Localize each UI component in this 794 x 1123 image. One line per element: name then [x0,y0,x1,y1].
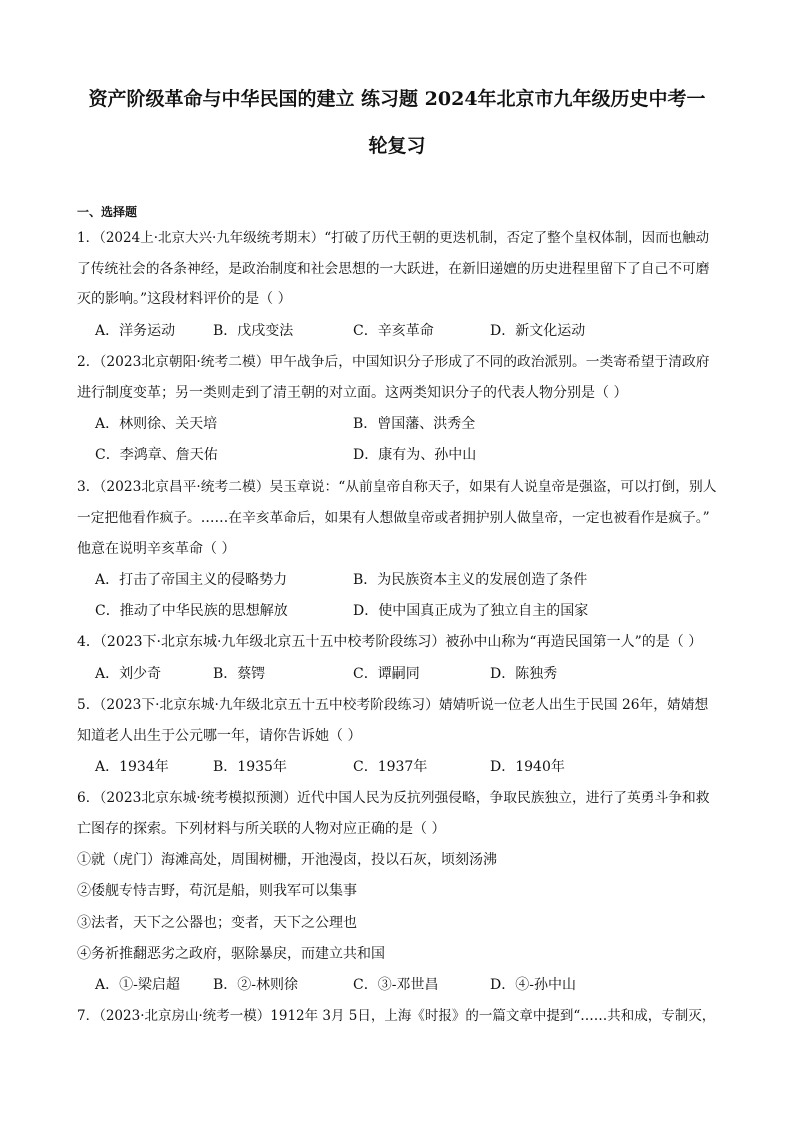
question-2-option-c[interactable]: C．李鸿章、詹天佑 [95,447,218,463]
question-5-line-1: 5．（2023下·北京东城·九年级北京五十五中校考阶段练习）婧婧听说一位老人出生于民国 26年，婧婧想 [77,697,709,713]
question-5-line-2: 知道老人出生于公元哪一年，请你告诉她（ ） [77,728,362,744]
question-6-option-b[interactable]: B．②-林则徐 [213,977,299,993]
question-6-option-c[interactable]: C．③-邓世昌 [353,977,439,993]
question-1-option-d[interactable]: D．新文化运动 [490,323,586,339]
question-6-option-d[interactable]: D．④-孙中山 [490,977,576,993]
question-4-option-c[interactable]: C．谭嗣同 [353,666,420,682]
question-2-option-b[interactable]: B．曾国藩、洪秀全 [353,416,476,432]
question-2-line-1: 2．（2023北京朝阳·统考二模）甲午战争后，中国知识分子形成了不同的政治派别。一类寄希望于清政府 [77,354,710,370]
question-4-option-d[interactable]: D．陈独秀 [490,666,558,682]
question-6-line-1: 6．（2023北京东城·统考模拟预测）近代中国人民为反抗列强侵略，争取民族独立，进行了英勇斗争和救 [77,790,710,806]
question-1-line-1: 1．（2024上·北京大兴·九年级统考期末）“打破了历代王朝的更迭机制，否定了整个皇权体制，因而也触动 [77,230,710,246]
question-2-option-d[interactable]: D．康有为、孙中山 [353,447,477,463]
question-6-material-2: ②倭舰专恃吉野，苟沉是船，则我军可以集事 [77,883,357,899]
question-6-option-a[interactable]: A．①-梁启超 [95,977,180,993]
question-6-material-1: ①就（虎门）海滩高处，周围树栅，开池漫卤，投以石灰，顷刻汤沸 [77,852,497,868]
title-line-2: 轮复习 [368,135,426,157]
question-3-line-1: 3．（2023北京昌平·统考二模）吴玉章说：“从前皇帝自称天子，如果有人说皇帝是强盗，可以打倒，别人 [77,479,717,495]
question-3-line-3: 他意在说明辛亥革命（ ） [77,541,236,557]
question-6-line-2: 亡图存的探索。下列材料与所关联的人物对应正确的是（ ） [77,821,446,837]
document-title [60,76,734,170]
title-line-1: 资产阶级革命与中华民国的建立 练习题 2024年北京市九年级历史中考一 [88,88,706,110]
question-1-option-b[interactable]: B．戊戌变法 [213,323,294,339]
question-1-line-2: 了传统社会的各条神经，是政治制度和社会思想的一大跃进，在新旧递嬗的历史进程里留下了自己不可磨 [77,261,710,277]
section-heading: 一、选择题 [77,205,138,219]
question-5-option-d[interactable]: D．1940年 [490,759,565,775]
question-3-option-c[interactable]: C．推动了中华民族的思想解放 [95,603,288,619]
question-6-material-4: ④务祈推翻恶劣之政府，驱除暴戾，而建立共和国 [77,946,385,962]
question-6-material-3: ③法者，天下之公器也；变者，天下之公理也 [77,915,357,931]
question-7-line-1: 7．（2023·北京房山·统考一模）1912年 3月 5日，上海《时报》的一篇文章中提到“……共和成，专制灭， [77,1008,716,1024]
question-3-option-d[interactable]: D．使中国真正成为了独立自主的国家 [353,603,589,619]
question-5-option-c[interactable]: C．1937年 [353,759,428,775]
question-1-option-a[interactable]: A．洋务运动 [95,323,176,339]
question-5-option-a[interactable]: A．1934年 [95,759,169,775]
question-2-option-a[interactable]: A．林则徐、关天培 [95,416,218,432]
question-4-option-b[interactable]: B．蔡锷 [213,666,266,682]
question-3-option-a[interactable]: A．打击了帝国主义的侵略势力 [95,572,288,588]
question-3-line-2: 一定把他看作疯子。……在辛亥革命后，如果有人想做皇帝或者拥护别人做皇帝，一定也被看作是疯子。” [77,510,710,526]
question-4-line-1: 4．（2023下·北京东城·九年级北京五十五中校考阶段练习）被孙中山称为“再造民国第一人”的是（ ） [77,634,703,650]
question-2-line-2: 进行制度变革；另一类则走到了清王朝的对立面。这两类知识分子的代表人物分别是（ ） [77,385,628,401]
question-1-line-3: 灭的影响。”这段材料评价的是（ ） [77,291,292,307]
question-3-option-b[interactable]: B．为民族资本主义的发展创造了条件 [353,572,588,588]
question-1-option-c[interactable]: C．辛亥革命 [353,323,434,339]
question-5-option-b[interactable]: B．1935年 [213,759,287,775]
question-4-option-a[interactable]: A．刘少奇 [95,666,162,682]
